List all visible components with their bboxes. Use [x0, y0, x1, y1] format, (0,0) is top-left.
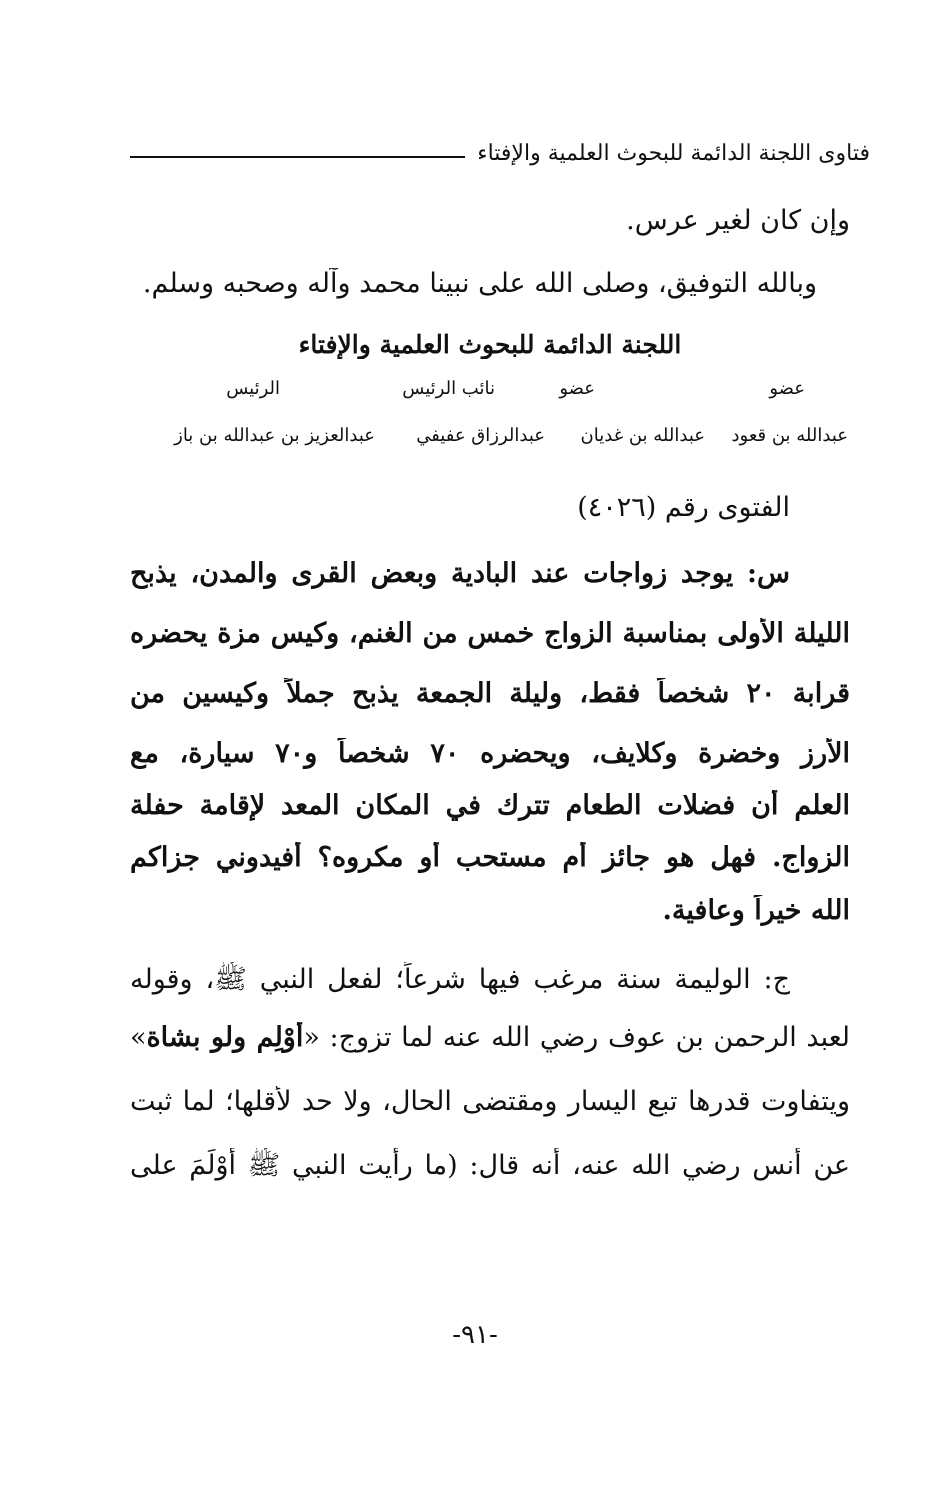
answer-line-text: لعبد الرحمن بن عوف رضي الله عنه لما تزوج: «	[303, 1022, 850, 1053]
question-line: الزواج. فهل هو جائز أم مستحب أو مكروه؟ أفيدوني جزاكم	[130, 842, 850, 873]
closing-prayer: وبالله التوفيق، وصلى الله على نبينا محمد وآله وصحبه وسلم.	[142, 268, 818, 299]
committee-roles	[120, 378, 850, 408]
name-member-1: عبدالله بن قعود	[731, 425, 848, 446]
question-line: الله خيراً وعافية.	[662, 895, 850, 926]
role-vice-president: نائب الرئيس	[402, 378, 495, 399]
question-line: قرابة ٢٠ شخصاً فقط، وليلة الجمعة يذبح جملاً وكيسين من	[130, 678, 850, 709]
committee-names	[120, 425, 850, 455]
quote-close: »	[130, 1022, 147, 1053]
question-line: الليلة الأولى بمناسبة الزواج خمس من الغنم، وكيس مزة يحضره	[130, 618, 850, 649]
committee-title: اللجنة الدائمة للبحوث العلمية والإفتاء	[298, 330, 682, 359]
running-header	[130, 133, 870, 173]
header-rule	[130, 156, 465, 158]
answer-line: ج: الوليمة سنة مرغب فيها شرعاً؛ لفعل النبي ﷺ، وقوله	[130, 964, 790, 995]
question-line: العلم أن فضلات الطعام تترك في المكان المعد لإقامة حفلة	[130, 790, 850, 821]
page-number: -٩١-	[452, 1320, 498, 1350]
previous-fatwa-ending: وإن كان لغير عرس.	[626, 205, 850, 236]
answer-line: ويتفاوت قدرها تبع اليسار ومقتضى الحال، ولا حد لأقلها؛ لما ثبت	[130, 1086, 850, 1117]
question-line: الأرز وخضرة وكلايف، ويحضره ٧٠ شخصاً و٧٠ سيارة، مع	[130, 738, 850, 769]
name-member-2: عبدالله بن غديان	[580, 425, 705, 446]
fatwa-number: الفتوى رقم (٤٠٢٦)	[577, 492, 790, 523]
name-vice-president: عبدالرزاق عفيفي	[416, 425, 545, 446]
role-president: الرئيس	[226, 378, 280, 399]
running-header-title: فتاوى اللجنة الدائمة للبحوث العلمية والإفتاء	[477, 140, 870, 166]
hadith-quote: أَوْلِم ولو بشاة	[146, 1022, 304, 1053]
answer-line: عن أنس رضي الله عنه، أنه قال: (ما رأيت النبي ﷺ أَوْلَمَ على	[130, 1150, 850, 1181]
answer-line	[130, 1022, 850, 1053]
question-line: س: يوجد زواجات عند البادية وبعض القرى والمدن، يذبح	[130, 558, 790, 589]
role-member-1: عضو	[769, 378, 805, 399]
name-president: عبدالعزيز بن عبدالله بن باز	[174, 425, 375, 446]
role-member-2: عضو	[559, 378, 595, 399]
